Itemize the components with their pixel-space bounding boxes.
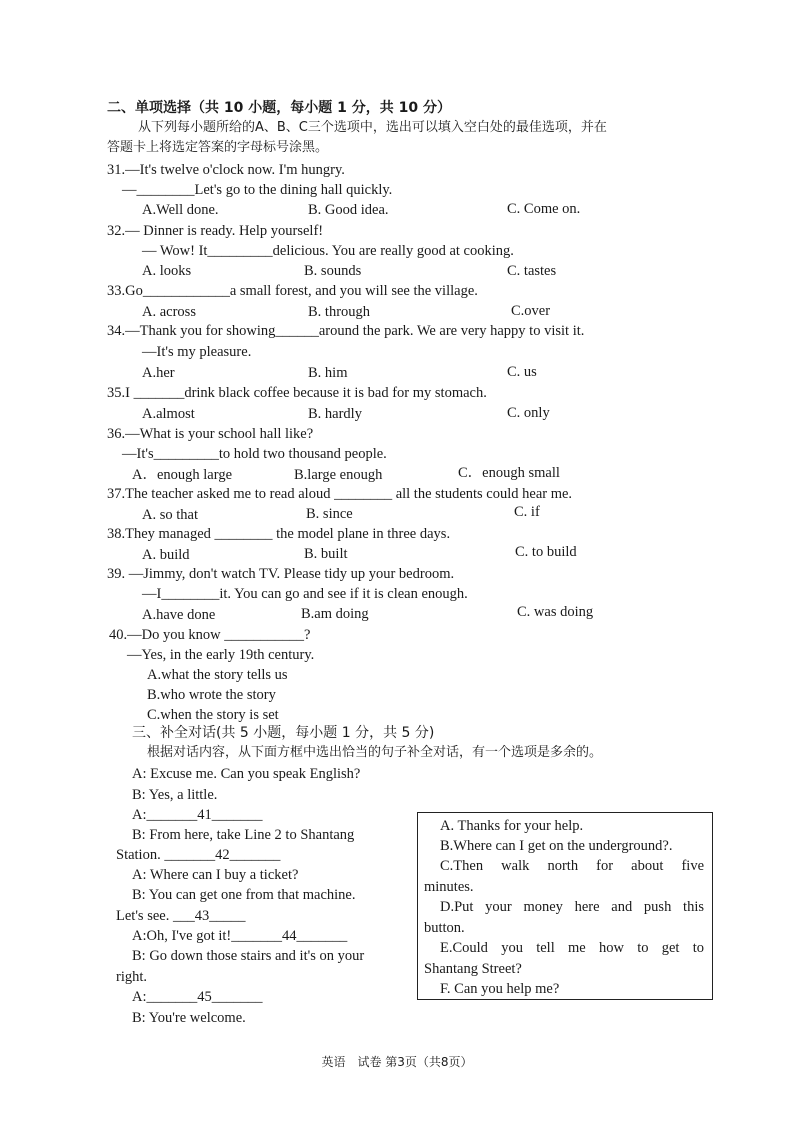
question-32-reply: — Wow! It_________delicious. You are really good at cooking. <box>142 243 514 259</box>
question-40-reply: —Yes, in the early 19th century. <box>127 647 315 663</box>
q37-option-c: C. if <box>514 504 540 520</box>
q37-option-a: A. so that <box>142 507 198 523</box>
q33-option-c: C.over <box>511 303 551 319</box>
question-34-stem: 34.—Thank you for showing______around the park. We are very happy to visit it. <box>107 323 585 339</box>
dialogue-blank-44: A:Oh, I've got it!_______44_______ <box>132 928 348 944</box>
q38-option-b: B. built <box>304 546 348 562</box>
dialogue-line: A: Excuse me. Can you speak English? <box>132 766 361 782</box>
q31-option-a: A.Well done. <box>142 202 219 218</box>
dialogue-line: B: From here, take Line 2 to Shantang <box>132 827 355 843</box>
page-footer: 英语 试卷 第3页（共8页） <box>321 1055 473 1069</box>
question-35-stem: 35.I _______drink black coffee because it is bad for my stomach. <box>107 385 487 401</box>
dialogue-options-box <box>417 812 713 1000</box>
box-option-c-cont: minutes. <box>424 879 474 895</box>
question-31-reply: —________Let's go to the dining hall quickly. <box>122 182 393 198</box>
dialogue-blank-42: Station. _______42_______ <box>116 847 281 863</box>
box-option-a: A. Thanks for your help. <box>440 818 584 834</box>
q39-option-c: C. was doing <box>517 604 594 620</box>
box-option-b: B.Where can I get on the underground?. <box>440 838 673 854</box>
q39-option-b: B.am doing <box>301 606 369 622</box>
q40-option-b: B.who wrote the story <box>147 687 276 703</box>
q36-option-b: B.large enough <box>294 467 383 483</box>
box-option-f: F. Can you help me? <box>440 981 560 997</box>
question-33-stem: 33.Go____________a small forest, and you will see the village. <box>107 283 478 299</box>
section2-instruction-cont: 答题卡上将选定答案的字母标号涂黑。 <box>107 140 329 155</box>
q37-option-b: B. since <box>306 506 353 522</box>
q38-option-c: C. to build <box>515 544 577 560</box>
box-option-d-cont: button. <box>424 920 465 936</box>
dialogue-blank-45: A:_______45_______ <box>132 989 263 1005</box>
dialogue-line: A: Where can I buy a ticket? <box>132 867 299 883</box>
question-37-stem: 37.The teacher asked me to read aloud ________ all the students could hear me. <box>107 486 573 502</box>
question-40-stem: 40.—Do you know ___________? <box>109 627 311 643</box>
box-option-e-cont: Shantang Street? <box>424 961 522 977</box>
q34-option-b: B. him <box>308 365 348 381</box>
dialogue-blank-41: A:_______41_______ <box>132 807 263 823</box>
q31-option-b: B. Good idea. <box>308 202 389 218</box>
q35-option-a: A.almost <box>142 406 195 422</box>
q32-option-a: A. looks <box>142 263 192 279</box>
question-36-reply: —It's_________to hold two thousand people. <box>122 446 387 462</box>
question-39-reply: —I________it. You can go and see if it is clean enough. <box>142 586 468 602</box>
q38-option-a: A. build <box>142 547 190 563</box>
section2-instruction: 从下列每小题所给的A、B、C三个选项中，选出可以填入空白处的最佳选项，并在 <box>138 120 607 135</box>
section3-title: 三、补全对话(共 5 小题，每小题 1 分，共 5 分) <box>132 725 435 741</box>
q33-option-a: A. across <box>142 304 196 320</box>
q32-option-c: C. tastes <box>507 263 557 279</box>
dialogue-line: B: Go down those stairs and it's on your <box>132 948 365 964</box>
q35-option-c: C. only <box>507 405 550 421</box>
question-32-stem: 32.— Dinner is ready. Help yourself! <box>107 223 324 239</box>
q36-option-c: C．enough small <box>458 465 560 481</box>
question-34-reply: —It's my pleasure. <box>142 344 252 360</box>
dialogue-blank-43: Let's see. ___43_____ <box>116 908 246 924</box>
section2-title: 二、单项选择（共 10 小题，每小题 1 分，共 10 分） <box>107 100 451 116</box>
dialogue-line: right. <box>116 969 148 985</box>
question-39-stem: 39. —Jimmy, don't watch TV. Please tidy up your bedroom. <box>107 566 455 582</box>
q34-option-a: A.her <box>142 365 175 381</box>
q36-option-a: A．enough large <box>132 467 232 483</box>
box-option-e: E.Could you tell me how to get to <box>440 940 704 956</box>
dialogue-line: B: You're welcome. <box>132 1010 246 1026</box>
question-36-stem: 36.—What is your school hall like? <box>107 426 314 442</box>
section3-instruction: 根据对话内容，从下面方框中选出恰当的句子补全对话，有一个选项是多余的。 <box>147 745 603 760</box>
box-option-d: D.Put your money here and push this <box>440 899 704 915</box>
dialogue-line: B: Yes, a little. <box>132 787 218 803</box>
box-option-c: C.Then walk north for about five <box>440 858 704 874</box>
q32-option-b: B. sounds <box>304 263 362 279</box>
q34-option-c: C. us <box>507 364 537 380</box>
dialogue-line: B: You can get one from that machine. <box>132 887 356 903</box>
q33-option-b: B. through <box>308 304 371 320</box>
q40-option-c: C.when the story is set <box>147 707 279 723</box>
q39-option-a: A.have done <box>142 607 216 623</box>
q35-option-b: B. hardly <box>308 406 362 422</box>
q31-option-c: C. Come on. <box>507 201 581 217</box>
q40-option-a: A.what the story tells us <box>147 667 288 683</box>
question-31-stem: 31.—It's twelve o'clock now. I'm hungry. <box>107 162 345 178</box>
question-38-stem: 38.They managed ________ the model plane in three days. <box>107 526 451 542</box>
